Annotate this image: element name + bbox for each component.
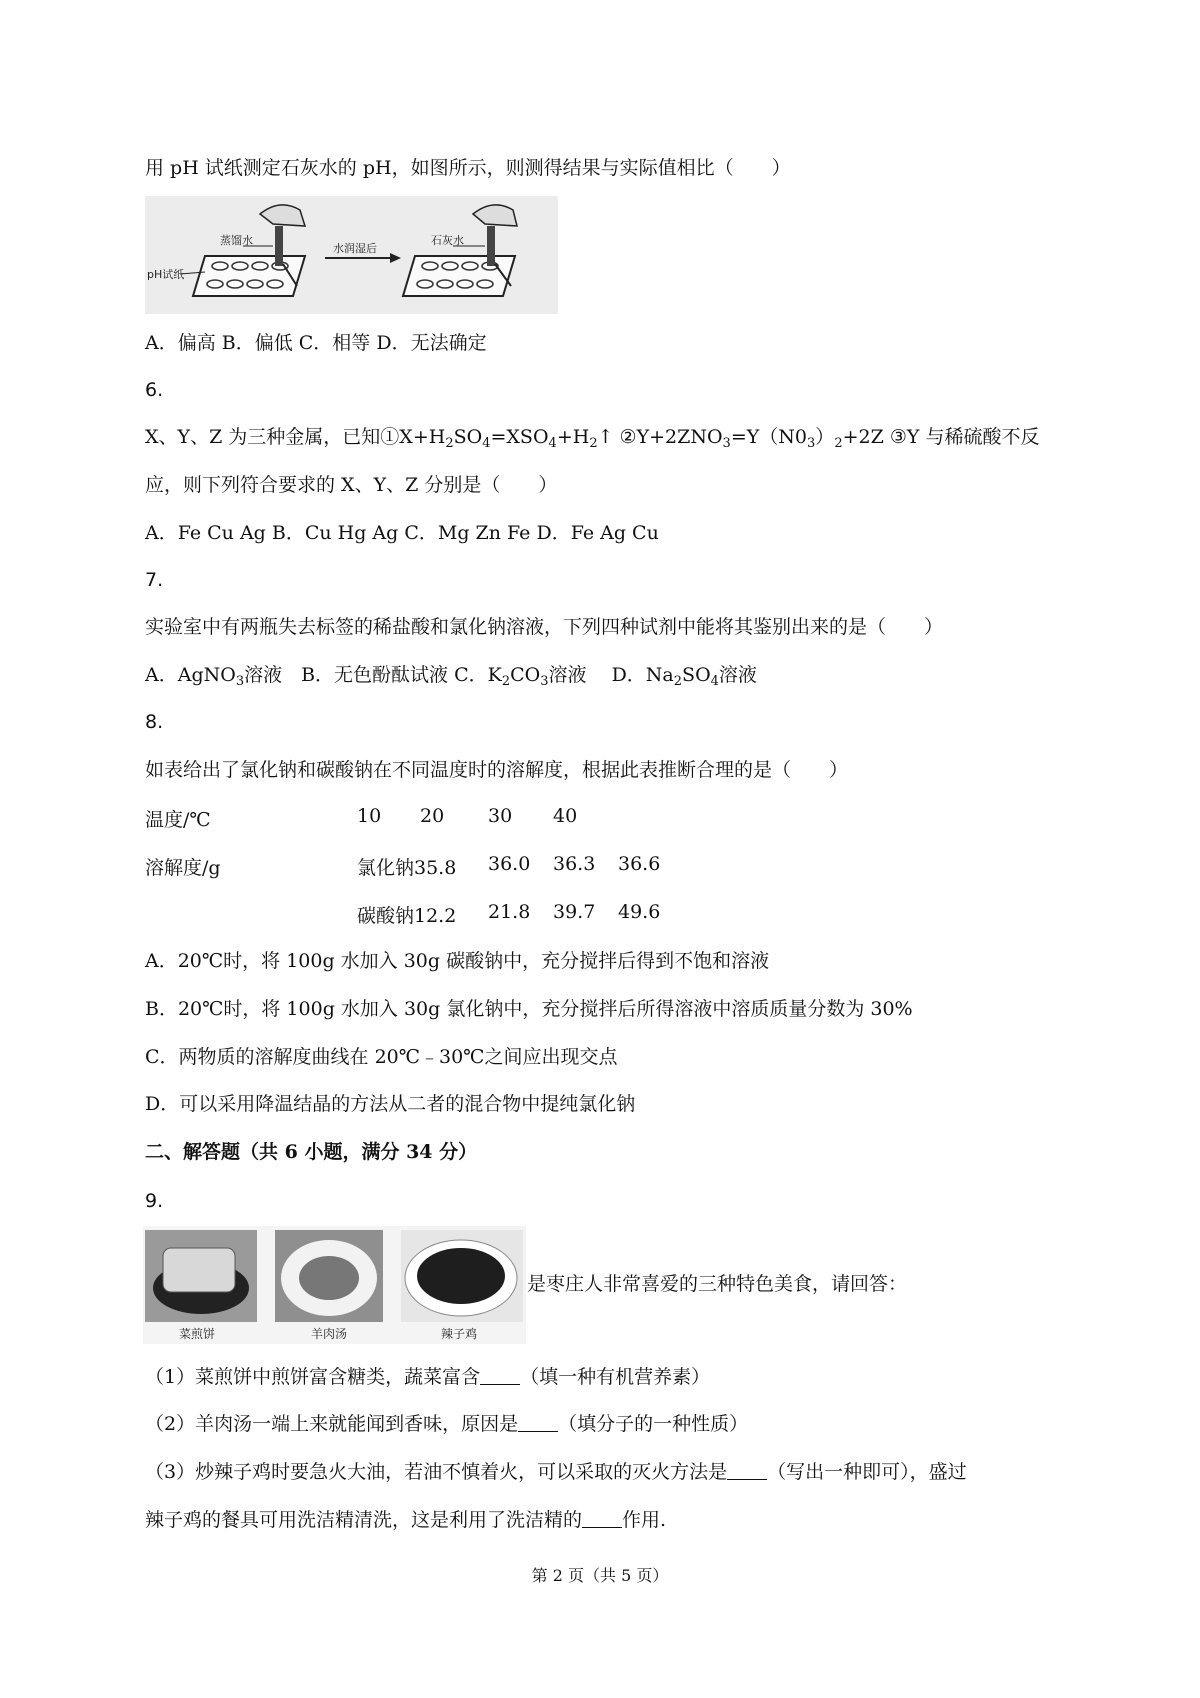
- fig-label-wetted: 水润湿后: [333, 242, 377, 255]
- table-cell: 36.6: [618, 853, 661, 875]
- q7-options: A．AgNO$_3$溶液 B．无色酚酞试液 C．$K_2CO_3$溶液 D．$Na_2SO_4$溶液: [145, 664, 757, 689]
- q8-option-d: D．可以采用降温结晶的方法从二者的混合物中提纯氯化钠: [145, 1093, 636, 1115]
- q8-number: 8.: [145, 711, 164, 733]
- table-cell: 36.0: [488, 853, 531, 875]
- q9-part1: （1）菜煎饼中煎饼富含糖类，蔬菜富含 （填一种有机营养素）: [145, 1366, 711, 1388]
- table-cell: 21.8: [488, 901, 531, 923]
- table-cell: 49.6: [618, 901, 661, 923]
- q6-number: 6.: [145, 379, 164, 401]
- q9-part3-line2: 辣子鸡的餐具可用洗洁精清洗，这是利用了洗洁精的 作用.: [145, 1509, 667, 1531]
- q8-stem: 如表给出了氯化钠和碳酸钠在不同温度时的溶解度，根据此表推断合理的是（ ）: [145, 759, 849, 781]
- table-temp: 40: [553, 805, 578, 827]
- q6-stem-line2: 应，则下列符合要求的 X、Y、Z 分别是（ ）: [145, 474, 558, 496]
- table-solubility-label: 溶解度/g: [145, 857, 221, 879]
- answer-blank[interactable]: [480, 1366, 520, 1385]
- fig-label-limewater: 石灰水: [431, 234, 464, 247]
- q8-option-b: B．20℃时，将 100g 水加入 30g 氯化钠中，充分搅拌后所得溶液中溶质质量分数为 30%: [145, 998, 913, 1020]
- answer-blank[interactable]: [727, 1461, 767, 1480]
- table-temp: 20: [420, 805, 445, 827]
- q9-part3-line1: （3）炒辣子鸡时要急火大油，若油不慎着火，可以采取的灭火方法是 （写出一种即可），盛过: [145, 1461, 967, 1483]
- fig-label-ph-paper: pH试纸: [147, 268, 185, 281]
- q9-part2: （2）羊肉汤一端上来就能闻到香味，原因是 （填分子的一种性质）: [145, 1413, 749, 1435]
- q5-options: A．偏高 B．偏低 C．相等 D．无法确定: [145, 332, 487, 354]
- table-cell: 39.7: [553, 901, 596, 923]
- q8-option-a: A．20℃时，将 100g 水加入 30g 碳酸钠中，充分搅拌后得到不饱和溶液: [145, 950, 770, 972]
- q5-stem: 用 pH 试纸测定石灰水的 pH，如图所示，则测得结果与实际值相比（ ）: [145, 157, 791, 179]
- answer-blank[interactable]: [582, 1509, 622, 1528]
- table-cell: 36.3: [553, 853, 596, 875]
- table-nacl-label: 氯化钠35.8: [357, 857, 457, 879]
- q7-stem: 实验室中有两瓶失去标签的稀盐酸和氯化钠溶液，下列四种试剂中能将其鉴别出来的是（ ）: [145, 616, 944, 638]
- q6-stem-line1: X、Y、Z 为三种金属，已知$①X+H_2SO_4=XSO_4+H_2↑$ $②Y+2ZNO_3=Y(N0_3)_2+2Z$ ③Y 与稀硫酸不反: [145, 426, 1040, 451]
- photo-label: 菜煎饼: [179, 1327, 216, 1341]
- fig-label-distilled-water: 蒸馏水: [220, 234, 253, 247]
- table-na2co3-label: 碳酸钠12.2: [357, 905, 457, 927]
- q9-intro: 是枣庄人非常喜爱的三种特色美食，请回答：: [527, 1273, 908, 1295]
- photo-label: 辣子鸡: [441, 1327, 478, 1341]
- q6-options: A．Fe Cu Ag B．Cu Hg Ag C．Mg Zn Fe D．Fe Ag Cu: [145, 522, 659, 544]
- q7-number: 7.: [145, 569, 164, 591]
- table-temp: 30: [488, 805, 513, 827]
- q8-option-c: C．两物质的溶解度曲线在 20℃﹣30℃之间应出现交点: [145, 1046, 618, 1068]
- food-photos: [143, 1226, 526, 1344]
- section-heading: 二、解答题（共 6 小题，满分 34 分）: [145, 1141, 478, 1163]
- table-temp-label: 温度/℃: [145, 809, 211, 831]
- photo-label: 羊肉汤: [311, 1327, 348, 1341]
- q9-number: 9.: [145, 1190, 164, 1212]
- answer-blank[interactable]: [518, 1413, 558, 1432]
- table-temp: 10: [357, 805, 382, 827]
- ph-test-figure: [145, 196, 558, 314]
- page-footer: 第 2 页（共 5 页）: [531, 1566, 669, 1585]
